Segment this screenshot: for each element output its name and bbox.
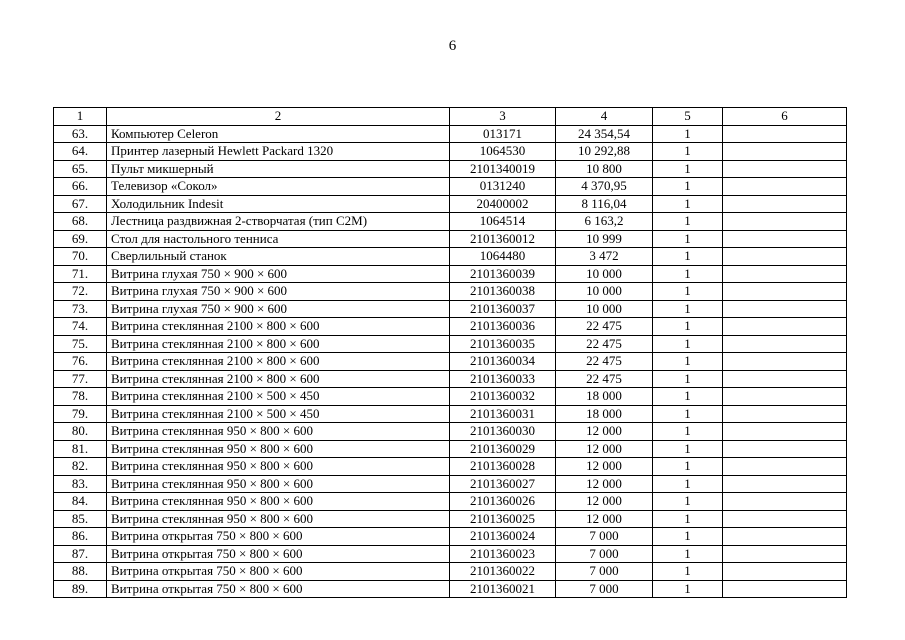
- cost-cell: 18 000: [556, 388, 653, 406]
- inventory-number-cell: 2101360023: [450, 545, 556, 563]
- inventory-number-cell: 2101360030: [450, 423, 556, 441]
- row-number-cell: 71.: [54, 265, 107, 283]
- cost-cell: 7 000: [556, 528, 653, 546]
- note-cell: [723, 423, 847, 441]
- table-row: [54, 318, 847, 336]
- row-number-cell: 66.: [54, 178, 107, 196]
- quantity-cell: 1: [653, 335, 723, 353]
- table-row: [54, 370, 847, 388]
- row-number-cell: 64.: [54, 143, 107, 161]
- note-cell: [723, 405, 847, 423]
- inventory-number-cell: 2101360034: [450, 353, 556, 371]
- note-cell: [723, 545, 847, 563]
- table-row: [54, 230, 847, 248]
- inventory-number-cell: 2101360031: [450, 405, 556, 423]
- cost-cell: 12 000: [556, 493, 653, 511]
- table-row: [54, 300, 847, 318]
- table-row: [54, 510, 847, 528]
- table-header-row: [54, 108, 847, 126]
- note-cell: [723, 143, 847, 161]
- inventory-number-cell: 2101360021: [450, 580, 556, 598]
- quantity-cell: 1: [653, 528, 723, 546]
- quantity-cell: 1: [653, 545, 723, 563]
- row-number-cell: 89.: [54, 580, 107, 598]
- quantity-cell: 1: [653, 318, 723, 336]
- quantity-cell: 1: [653, 423, 723, 441]
- cost-cell: 7 000: [556, 563, 653, 581]
- note-cell: [723, 458, 847, 476]
- table-row: [54, 125, 847, 143]
- quantity-cell: 1: [653, 580, 723, 598]
- item-name-cell: Витрина глухая 750 × 900 × 600: [107, 283, 450, 301]
- item-name-cell: Стол для настольного тенниса: [107, 230, 450, 248]
- quantity-cell: 1: [653, 125, 723, 143]
- inventory-number-cell: 2101360033: [450, 370, 556, 388]
- note-cell: [723, 160, 847, 178]
- cost-cell: 6 163,2: [556, 213, 653, 231]
- column-header: 2: [107, 108, 450, 126]
- note-cell: [723, 213, 847, 231]
- table-row: [54, 248, 847, 266]
- row-number-cell: 73.: [54, 300, 107, 318]
- column-header: 6: [723, 108, 847, 126]
- table-row: [54, 283, 847, 301]
- row-number-cell: 77.: [54, 370, 107, 388]
- cost-cell: 12 000: [556, 475, 653, 493]
- item-name-cell: Компьютер Celeron: [107, 125, 450, 143]
- item-name-cell: Витрина стеклянная 950 × 800 × 600: [107, 510, 450, 528]
- note-cell: [723, 335, 847, 353]
- note-cell: [723, 510, 847, 528]
- note-cell: [723, 370, 847, 388]
- cost-cell: 8 116,04: [556, 195, 653, 213]
- cost-cell: 3 472: [556, 248, 653, 266]
- cost-cell: 22 475: [556, 353, 653, 371]
- row-number-cell: 79.: [54, 405, 107, 423]
- column-header: 1: [54, 108, 107, 126]
- quantity-cell: 1: [653, 248, 723, 266]
- item-name-cell: Витрина стеклянная 950 × 800 × 600: [107, 475, 450, 493]
- cost-cell: 12 000: [556, 510, 653, 528]
- row-number-cell: 74.: [54, 318, 107, 336]
- row-number-cell: 69.: [54, 230, 107, 248]
- table-row: [54, 458, 847, 476]
- inventory-number-cell: 2101360024: [450, 528, 556, 546]
- cost-cell: 24 354,54: [556, 125, 653, 143]
- note-cell: [723, 125, 847, 143]
- item-name-cell: Лестница раздвижная 2-створчатая (тип С2М): [107, 213, 450, 231]
- note-cell: [723, 353, 847, 371]
- row-number-cell: 87.: [54, 545, 107, 563]
- item-name-cell: Сверлильный станок: [107, 248, 450, 266]
- note-cell: [723, 300, 847, 318]
- item-name-cell: Витрина глухая 750 × 900 × 600: [107, 300, 450, 318]
- inventory-number-cell: 013171: [450, 125, 556, 143]
- quantity-cell: 1: [653, 160, 723, 178]
- table-row: [54, 405, 847, 423]
- inventory-number-cell: 2101360032: [450, 388, 556, 406]
- column-header: 3: [450, 108, 556, 126]
- quantity-cell: 1: [653, 370, 723, 388]
- row-number-cell: 72.: [54, 283, 107, 301]
- quantity-cell: 1: [653, 388, 723, 406]
- inventory-number-cell: 20400002: [450, 195, 556, 213]
- table-row: [54, 195, 847, 213]
- table-row: [54, 475, 847, 493]
- inventory-number-cell: 2101360036: [450, 318, 556, 336]
- quantity-cell: 1: [653, 563, 723, 581]
- inventory-number-cell: 1064514: [450, 213, 556, 231]
- quantity-cell: 1: [653, 493, 723, 511]
- quantity-cell: 1: [653, 178, 723, 196]
- cost-cell: 22 475: [556, 335, 653, 353]
- quantity-cell: 1: [653, 458, 723, 476]
- cost-cell: 10 800: [556, 160, 653, 178]
- quantity-cell: 1: [653, 265, 723, 283]
- row-number-cell: 70.: [54, 248, 107, 266]
- cost-cell: 12 000: [556, 458, 653, 476]
- item-name-cell: Телевизор «Сокол»: [107, 178, 450, 196]
- table-row: [54, 353, 847, 371]
- table-row: [54, 178, 847, 196]
- item-name-cell: Витрина стеклянная 2100 × 500 × 450: [107, 388, 450, 406]
- cost-cell: 10 999: [556, 230, 653, 248]
- note-cell: [723, 265, 847, 283]
- table-row: [54, 265, 847, 283]
- inventory-number-cell: 2101360025: [450, 510, 556, 528]
- note-cell: [723, 440, 847, 458]
- note-cell: [723, 475, 847, 493]
- inventory-number-cell: 2101360027: [450, 475, 556, 493]
- item-name-cell: Витрина глухая 750 × 900 × 600: [107, 265, 450, 283]
- inventory-number-cell: 2101360037: [450, 300, 556, 318]
- page-number: 6: [448, 38, 457, 54]
- item-name-cell: Витрина стеклянная 2100 × 800 × 600: [107, 353, 450, 371]
- table-row: [54, 423, 847, 441]
- inventory-number-cell: 1064480: [450, 248, 556, 266]
- row-number-cell: 76.: [54, 353, 107, 371]
- item-name-cell: Холодильник Indesit: [107, 195, 450, 213]
- inventory-table: [53, 107, 847, 598]
- quantity-cell: 1: [653, 405, 723, 423]
- row-number-cell: 75.: [54, 335, 107, 353]
- table-row: [54, 440, 847, 458]
- item-name-cell: Витрина открытая 750 × 800 × 600: [107, 545, 450, 563]
- note-cell: [723, 528, 847, 546]
- note-cell: [723, 283, 847, 301]
- row-number-cell: 78.: [54, 388, 107, 406]
- cost-cell: 22 475: [556, 318, 653, 336]
- item-name-cell: Витрина стеклянная 950 × 800 × 600: [107, 493, 450, 511]
- table-row: [54, 563, 847, 581]
- item-name-cell: Витрина стеклянная 950 × 800 × 600: [107, 458, 450, 476]
- item-name-cell: Витрина открытая 750 × 800 × 600: [107, 528, 450, 546]
- row-number-cell: 67.: [54, 195, 107, 213]
- quantity-cell: 1: [653, 213, 723, 231]
- inventory-number-cell: 2101360038: [450, 283, 556, 301]
- row-number-cell: 86.: [54, 528, 107, 546]
- note-cell: [723, 318, 847, 336]
- quantity-cell: 1: [653, 283, 723, 301]
- inventory-number-cell: 2101360022: [450, 563, 556, 581]
- row-number-cell: 82.: [54, 458, 107, 476]
- table-row: [54, 580, 847, 598]
- inventory-number-cell: 0131240: [450, 178, 556, 196]
- cost-cell: 12 000: [556, 423, 653, 441]
- note-cell: [723, 178, 847, 196]
- row-number-cell: 84.: [54, 493, 107, 511]
- quantity-cell: 1: [653, 195, 723, 213]
- cost-cell: 10 000: [556, 300, 653, 318]
- row-number-cell: 63.: [54, 125, 107, 143]
- note-cell: [723, 195, 847, 213]
- table-row: [54, 213, 847, 231]
- quantity-cell: 1: [653, 510, 723, 528]
- row-number-cell: 68.: [54, 213, 107, 231]
- row-number-cell: 80.: [54, 423, 107, 441]
- item-name-cell: Витрина стеклянная 2100 × 800 × 600: [107, 335, 450, 353]
- row-number-cell: 88.: [54, 563, 107, 581]
- table-row: [54, 143, 847, 161]
- inventory-number-cell: 2101360028: [450, 458, 556, 476]
- quantity-cell: 1: [653, 475, 723, 493]
- table-row: [54, 545, 847, 563]
- cost-cell: 12 000: [556, 440, 653, 458]
- cost-cell: 7 000: [556, 580, 653, 598]
- note-cell: [723, 493, 847, 511]
- note-cell: [723, 248, 847, 266]
- table-row: [54, 160, 847, 178]
- cost-cell: 10 000: [556, 265, 653, 283]
- cost-cell: 10 000: [556, 283, 653, 301]
- item-name-cell: Витрина стеклянная 2100 × 500 × 450: [107, 405, 450, 423]
- table-row: [54, 528, 847, 546]
- note-cell: [723, 563, 847, 581]
- item-name-cell: Пульт микшерный: [107, 160, 450, 178]
- cost-cell: 22 475: [556, 370, 653, 388]
- inventory-number-cell: 2101360026: [450, 493, 556, 511]
- inventory-number-cell: 2101340019: [450, 160, 556, 178]
- row-number-cell: 65.: [54, 160, 107, 178]
- cost-cell: 18 000: [556, 405, 653, 423]
- item-name-cell: Витрина открытая 750 × 800 × 600: [107, 563, 450, 581]
- item-name-cell: Витрина стеклянная 950 × 800 × 600: [107, 440, 450, 458]
- cost-cell: 10 292,88: [556, 143, 653, 161]
- inventory-number-cell: 1064530: [450, 143, 556, 161]
- table-row: [54, 388, 847, 406]
- inventory-number-cell: 2101360035: [450, 335, 556, 353]
- row-number-cell: 85.: [54, 510, 107, 528]
- item-name-cell: Витрина стеклянная 950 × 800 × 600: [107, 423, 450, 441]
- table-body: [54, 125, 847, 598]
- quantity-cell: 1: [653, 440, 723, 458]
- column-header: 5: [653, 108, 723, 126]
- table-row: [54, 335, 847, 353]
- row-number-cell: 83.: [54, 475, 107, 493]
- item-name-cell: Принтер лазерный Hewlett Packard 1320: [107, 143, 450, 161]
- note-cell: [723, 230, 847, 248]
- cost-cell: 7 000: [556, 545, 653, 563]
- item-name-cell: Витрина стеклянная 2100 × 800 × 600: [107, 318, 450, 336]
- table-row: [54, 493, 847, 511]
- inventory-number-cell: 2101360039: [450, 265, 556, 283]
- quantity-cell: 1: [653, 353, 723, 371]
- row-number-cell: 81.: [54, 440, 107, 458]
- note-cell: [723, 580, 847, 598]
- cost-cell: 4 370,95: [556, 178, 653, 196]
- quantity-cell: 1: [653, 230, 723, 248]
- column-header: 4: [556, 108, 653, 126]
- item-name-cell: Витрина стеклянная 2100 × 800 × 600: [107, 370, 450, 388]
- quantity-cell: 1: [653, 300, 723, 318]
- inventory-number-cell: 2101360012: [450, 230, 556, 248]
- quantity-cell: 1: [653, 143, 723, 161]
- item-name-cell: Витрина открытая 750 × 800 × 600: [107, 580, 450, 598]
- note-cell: [723, 388, 847, 406]
- inventory-number-cell: 2101360029: [450, 440, 556, 458]
